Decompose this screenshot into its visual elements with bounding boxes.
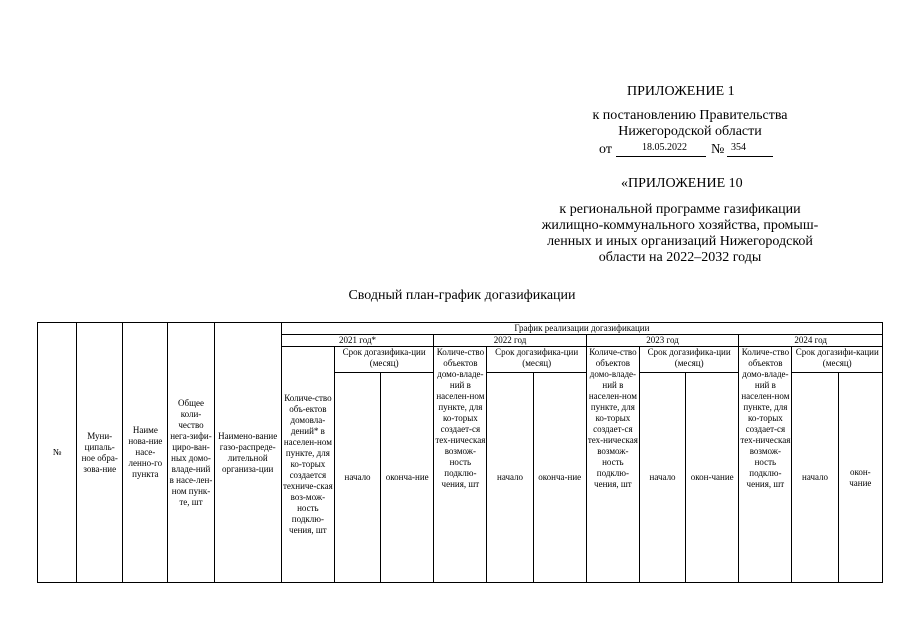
header-term-2021: Срок догазифика-ции (месяц) [334,347,433,373]
header-start-2022: начало [487,373,533,583]
header-end-2024: окон-чание [838,373,882,583]
header-count-2022: Количе-ство объектов домо-владе-ний в населен-ном пункте, для ко-торых создает-ся тех-ническая возмож-ность подклю-чения, шт [434,347,487,583]
header-end-2022: оконча-ние [533,373,586,583]
program-line-2: жилищно-коммунального хозяйства, промыш- [541,218,819,233]
header-count-2024: Количе-ство объектов домо-владе-ний в населен-ном пункте, для ко-торых создает-ся тех-ническая возмож-ность подклю-чения, шт [739,347,792,583]
program-line-3: ленных и иных организаций Нижегородской [547,234,813,249]
number-underline [727,156,773,157]
gasification-schedule-table [37,322,883,583]
header-year-2022: 2022 год [434,335,587,347]
from-label: от [599,142,612,157]
header-start-2024: начало [792,373,838,583]
header-total-households: Общее коли-чество нега-зифи-циро-ван-ных домо-владе-ний в насе-лен-ном пунк-те, шт [168,323,214,583]
document-title: Сводный план-график догазификации [348,288,576,303]
header-year-2024: 2024 год [739,335,883,347]
appendix-10-heading: «ПРИЛОЖЕНИЕ 10 [621,176,743,191]
header-gas-organization: Наимено-вание газо-распреде-лительной организа-ции [214,323,281,583]
decree-line-2: Нижегородской области [618,124,762,139]
number-sign: № [711,142,725,157]
header-count-2021: Количе-ство объ-ектов домовла-дений* в населен-ном пункте, для ко-торых создается техниче-ская воз-мож-ность подклю-чения, шт [281,347,334,583]
date-underline [616,156,706,157]
header-year-2021: 2021 год* [281,335,434,347]
decree-line-1: к постановлению Правительства [592,108,788,123]
header-schedule: График реализации догазификации [281,323,882,335]
header-start-2023: начало [639,373,685,583]
decree-date: 18.05.2022 [642,142,687,153]
header-end-2021: оконча-ние [381,373,434,583]
header-term-2022: Срок догазифика-ции (месяц) [487,347,586,373]
program-line-1: к региональной программе газификации [559,202,801,217]
header-no: № [38,323,77,583]
header-settlement: Наиме нова-ние насе-ленно-го пункта [123,323,168,583]
header-count-2023: Количе-ство объектов домо-владе-ний в населен-ном пункте, для ко-торых создает-ся тех-ническая возмож-ность подклю-чения, шт [586,347,639,583]
header-start-2021: начало [334,373,380,583]
header-year-2023: 2023 год [586,335,739,347]
appendix-1-heading: ПРИЛОЖЕНИЕ 1 [627,84,735,99]
header-municipality: Муни-ципаль-ное обра-зова-ние [77,323,123,583]
header-term-2024: Срок догазифи-кации (месяц) [792,347,883,373]
header-term-2023: Срок догазифика-ции (месяц) [639,347,738,373]
program-line-4: области на 2022–2032 годы [598,250,762,265]
decree-number: 354 [731,142,746,153]
header-end-2023: окон-чание [686,373,739,583]
